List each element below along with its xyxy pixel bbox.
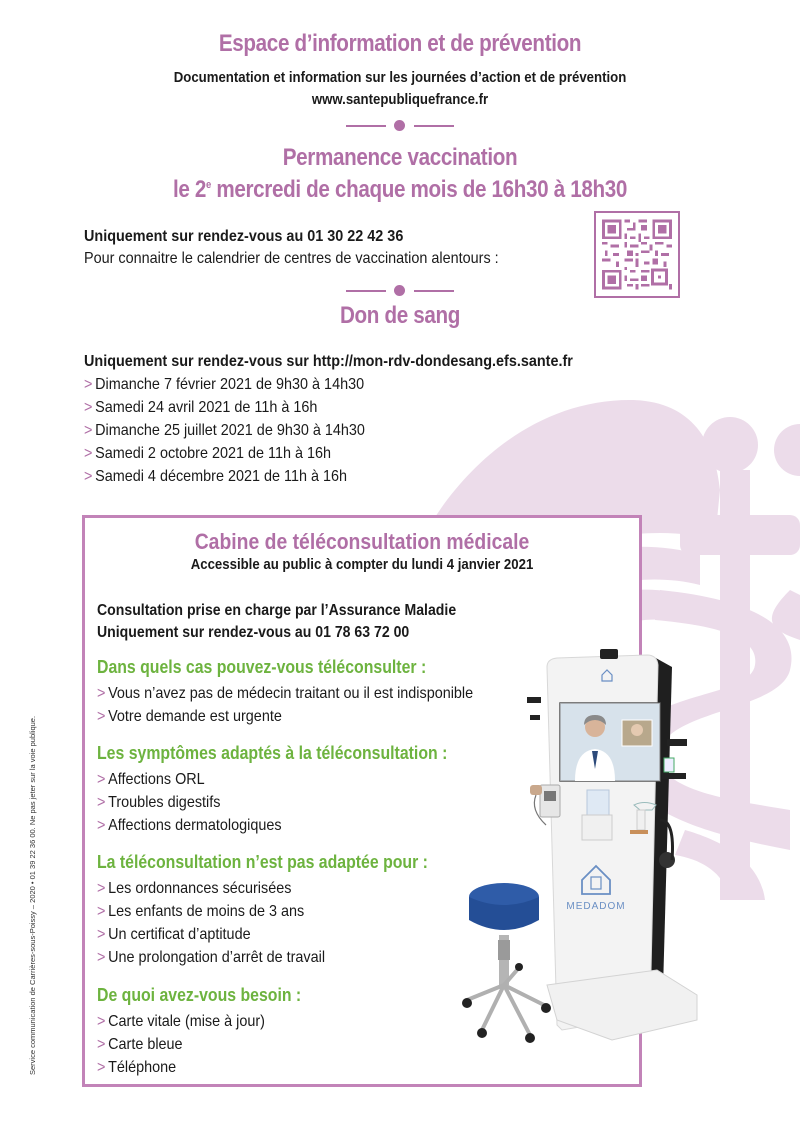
chevron-right-icon: > bbox=[84, 399, 93, 416]
vaccination-schedule-suffix: mercredi de chaque mois de 16h30 à 18h30 bbox=[210, 176, 628, 203]
divider-line bbox=[414, 290, 454, 292]
item-text: Votre demande est urgente bbox=[108, 708, 282, 725]
chevron-right-icon: > bbox=[97, 949, 106, 966]
chevron-right-icon: > bbox=[97, 880, 106, 897]
list-item bbox=[97, 900, 435, 923]
date-text: Samedi 2 octobre 2021 de 11h à 16h bbox=[95, 445, 332, 462]
vaccination-info bbox=[84, 226, 545, 270]
date-text: Dimanche 25 juillet 2021 de 9h30 à 14h30 bbox=[95, 422, 365, 439]
chevron-right-icon: > bbox=[84, 468, 93, 485]
teleconsultation-kiosk-image bbox=[462, 645, 702, 1060]
date-text: Dimanche 7 février 2021 de 9h30 à 14h30 bbox=[95, 376, 365, 393]
section-not-suitable bbox=[97, 851, 473, 969]
list-item bbox=[97, 946, 435, 969]
divider-line bbox=[346, 290, 386, 292]
chevron-right-icon: > bbox=[84, 445, 93, 462]
teleconsultation-info bbox=[97, 600, 456, 644]
vaccination-title: Permanence vaccination bbox=[282, 144, 518, 171]
section-divider bbox=[346, 285, 454, 297]
item-text: Téléphone bbox=[108, 1059, 177, 1076]
list-item bbox=[97, 877, 435, 900]
divider-dot-icon bbox=[394, 120, 405, 131]
chevron-right-icon: > bbox=[97, 708, 106, 725]
chevron-right-icon: > bbox=[97, 1013, 106, 1030]
list-item bbox=[97, 768, 455, 791]
chevron-right-icon: > bbox=[97, 794, 106, 811]
list-item bbox=[84, 419, 573, 442]
chevron-right-icon: > bbox=[97, 1036, 106, 1053]
section-divider bbox=[346, 120, 454, 132]
teleconsultation-subtitle: Accessible au public à compter du lundi 4 janvier 2021 bbox=[190, 556, 534, 573]
vaccination-appointment: Uniquement sur rendez-vous au 01 30 22 42 36 bbox=[84, 228, 404, 245]
section-heading: De quoi avez-vous besoin : bbox=[97, 985, 302, 1005]
item-text: Carte bleue bbox=[108, 1036, 183, 1053]
teleconsultation-appointment: Uniquement sur rendez-vous au 01 78 63 72 00 bbox=[97, 624, 410, 641]
item-text: Affections ORL bbox=[108, 771, 205, 788]
list-item bbox=[84, 396, 573, 419]
chevron-right-icon: > bbox=[97, 817, 106, 834]
vaccination-qr-code[interactable] bbox=[594, 211, 680, 298]
section-symptoms bbox=[97, 742, 495, 837]
list-item bbox=[84, 465, 573, 488]
item-text: Affections dermatologiques bbox=[108, 817, 282, 834]
list-item bbox=[97, 814, 455, 837]
section-what-you-need bbox=[97, 984, 329, 1079]
chevron-right-icon: > bbox=[97, 903, 106, 920]
teleconsultation-title: Cabine de téléconsultation médicale bbox=[194, 529, 530, 554]
kiosk-brand-label: MEDADOM bbox=[566, 901, 626, 912]
info-section-subtitle: Documentation et information sur les journées d’action et de prévention bbox=[173, 69, 627, 86]
chevron-right-icon: > bbox=[97, 926, 106, 943]
list-item bbox=[97, 791, 455, 814]
item-text: Les ordonnances sécurisées bbox=[108, 880, 292, 897]
blood-donation-appointment: Uniquement sur rendez-vous sur http://mon-rdv-dondesang.efs.sante.fr bbox=[84, 353, 573, 370]
blood-donation-info bbox=[84, 351, 627, 488]
item-text: Vous n’avez pas de médecin traitant ou il est indisponible bbox=[108, 685, 474, 702]
list-item bbox=[84, 373, 573, 396]
divider-line bbox=[414, 125, 454, 127]
blood-donation-dates bbox=[84, 373, 627, 488]
footer-credit: Service communication de Carrières-sous-Poissy – 2020 • 01 39 22 36 00. Ne pas jeter sur la voie publique. bbox=[28, 715, 37, 1075]
blood-donation-title: Don de sang bbox=[339, 302, 461, 329]
item-text: Carte vitale (mise à jour) bbox=[108, 1013, 265, 1030]
teleconsultation-coverage: Consultation prise en charge par l’Assurance Maladie bbox=[97, 602, 457, 619]
list-item bbox=[97, 1056, 306, 1079]
info-section-website[interactable]: www.santepubliquefrance.fr bbox=[311, 91, 489, 108]
ordinal-suffix: e bbox=[206, 179, 211, 191]
vaccination-calendar-text: Pour connaitre le calendrier de centres de vaccination alentours : bbox=[84, 250, 499, 267]
chevron-right-icon: > bbox=[97, 1059, 106, 1076]
list-item bbox=[97, 682, 473, 705]
list-item bbox=[97, 1010, 306, 1033]
item-text: Une prolongation d’arrêt de travail bbox=[108, 949, 326, 966]
item-text: Troubles digestifs bbox=[108, 794, 221, 811]
list-item bbox=[97, 1033, 306, 1056]
list-item bbox=[97, 923, 435, 946]
section-heading: Dans quels cas pouvez-vous téléconsulter : bbox=[97, 657, 427, 677]
list-item bbox=[84, 442, 573, 465]
qr-code-icon bbox=[602, 219, 672, 290]
vaccination-schedule bbox=[56, 176, 744, 204]
date-text: Samedi 4 décembre 2021 de 11h à 16h bbox=[95, 468, 348, 485]
item-text: Les enfants de moins de 3 ans bbox=[108, 903, 305, 920]
item-text: Un certificat d’aptitude bbox=[108, 926, 251, 943]
vaccination-schedule-prefix: le 2 bbox=[172, 176, 207, 203]
divider-dot-icon bbox=[394, 285, 405, 296]
info-section-title: Espace d’information et de prévention bbox=[218, 30, 582, 57]
section-when-to-teleconsult bbox=[97, 656, 515, 728]
list-item bbox=[97, 705, 473, 728]
section-heading: La téléconsultation n’est pas adaptée pour : bbox=[97, 852, 428, 872]
section-heading: Les symptômes adaptés à la téléconsultation : bbox=[97, 743, 448, 763]
chevron-right-icon: > bbox=[84, 422, 93, 439]
chevron-right-icon: > bbox=[97, 685, 106, 702]
chevron-right-icon: > bbox=[84, 376, 93, 393]
date-text: Samedi 24 avril 2021 de 11h à 16h bbox=[95, 399, 318, 416]
divider-line bbox=[346, 125, 386, 127]
chevron-right-icon: > bbox=[97, 771, 106, 788]
